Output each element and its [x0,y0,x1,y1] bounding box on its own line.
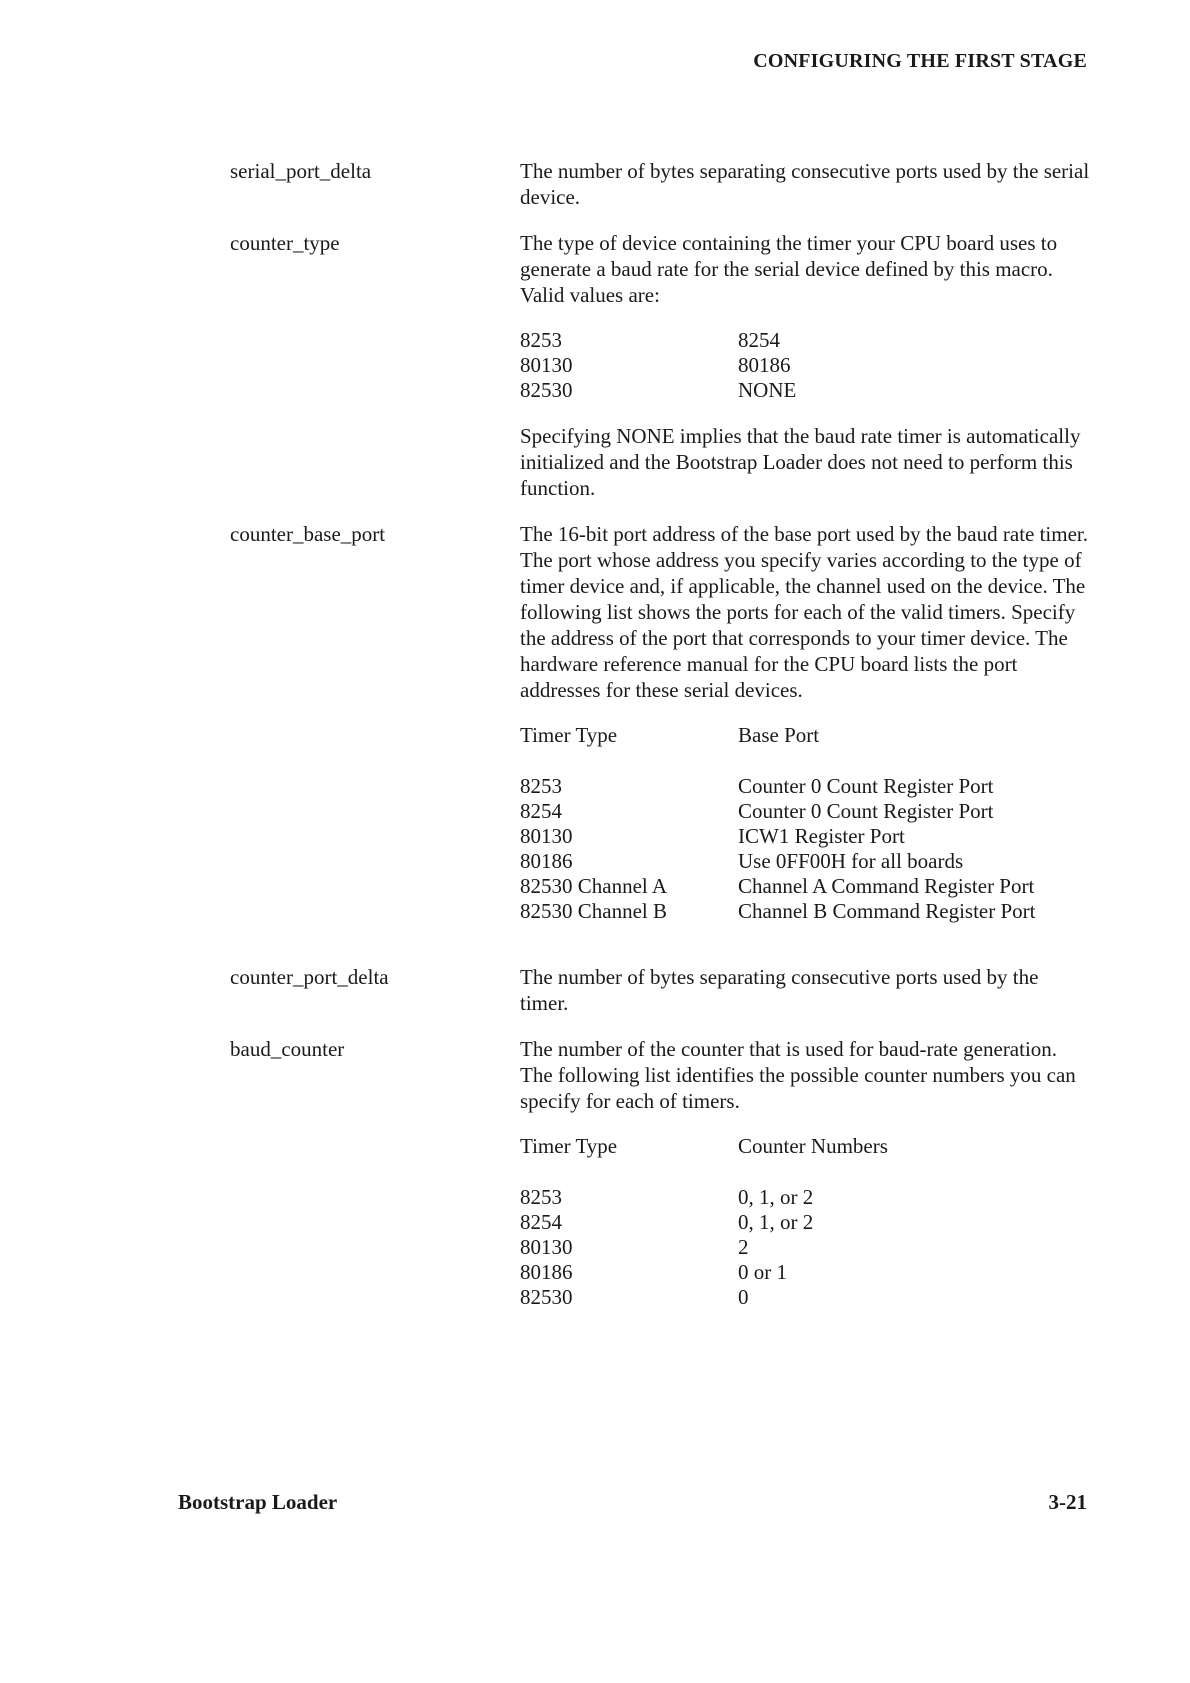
desc-text: The number of bytes separating consecutive ports used by the timer. [520,965,1039,1015]
table-cell: Counter 0 Count Register Port [738,774,994,798]
table-cell: 80130 [520,1235,573,1259]
table-cell: 0 [738,1285,749,1309]
table-cell: 80130 [520,824,573,848]
entry-counter-port-delta [230,964,1090,1016]
table-cell: Counter 0 Count Register Port [738,799,994,823]
page-number: 3-21 [1048,1490,1087,1514]
table-row [520,849,1090,874]
table-header [520,1134,1090,1159]
table-cell: 82530 [520,1285,573,1309]
table-cell: 8254 [520,1210,562,1234]
desc-counter-base-port [520,521,1090,944]
column-header: Base Port [738,723,820,747]
table-cell: 2 [738,1235,749,1259]
valid-value: 80130 [520,353,573,377]
note-text: Specifying NONE implies that the baud rate timer is automatically initialized and the Bootstrap Loader does not need to perform this function. [520,424,1081,500]
desc-text: The number of bytes separating consecutive ports used by the serial device. [520,159,1090,209]
desc-text: The type of device containing the timer your CPU board uses to generate a baud rate for the serial device defined by this macro. Valid values are: [520,231,1058,307]
table-cell: Channel B Command Register Port [738,899,1036,923]
table-cell: 8253 [520,1185,562,1209]
valid-value: 8253 [520,328,562,352]
table-cell: 82530 Channel A [520,874,667,898]
table-cell: 0 or 1 [738,1260,787,1284]
table-cell: 8254 [520,799,562,823]
counter-numbers-table [520,1134,1090,1310]
table-cell: 0, 1, or 2 [738,1185,814,1209]
term-counter-base-port: counter_base_port [230,522,386,546]
entry-counter-base-port [230,521,1090,944]
desc-serial-port-delta [520,158,1090,210]
table-cell: ICW1 Register Port [738,824,905,848]
table-cell: Use 0FF00H for all boards [738,849,964,873]
page-header: CONFIGURING THE FIRST STAGE [753,50,1087,72]
table-row [520,874,1090,899]
base-port-table [520,723,1090,924]
footer-title: Bootstrap Loader [178,1490,338,1514]
valid-value: 80186 [738,353,791,377]
valid-value: 8254 [738,328,780,352]
table-cell: Channel A Command Register Port [738,874,1035,898]
table-row [520,1185,1090,1210]
entry-baud-counter [230,1036,1090,1330]
table-cell: 8253 [520,774,562,798]
valid-values-list [520,328,1090,403]
table-cell: 80186 [520,849,573,873]
desc-counter-type [520,230,1090,501]
table-row [520,824,1090,849]
term-serial-port-delta: serial_port_delta [230,159,372,183]
column-header: Timer Type [520,1134,618,1158]
entry-counter-type [230,230,1090,501]
term-counter-type: counter_type [230,231,340,255]
table-row [520,799,1090,824]
table-row [520,1235,1090,1260]
column-header: Counter Numbers [738,1134,888,1158]
table-row [520,899,1090,924]
definition-list [230,158,1090,1350]
table-row [520,1285,1090,1310]
table-row [520,774,1090,799]
table-cell: 80186 [520,1260,573,1284]
valid-value: NONE [738,378,797,402]
term-counter-port-delta: counter_port_delta [230,965,389,989]
valid-value: 82530 [520,378,573,402]
desc-counter-port-delta [520,964,1090,1016]
desc-baud-counter [520,1036,1090,1330]
table-cell: 0, 1, or 2 [738,1210,814,1234]
term-baud-counter: baud_counter [230,1037,345,1061]
desc-text: The number of the counter that is used for baud-rate generation. The following list identifies the possible counter numbers you can specify for each of timers. [520,1037,1076,1113]
desc-text: The 16-bit port address of the base port used by the baud rate timer. The port whose address you specify varies according to the type of timer device and, if applicable, the channel used on the device. The following list shows the ports for each of the valid timers. Specify the address of the port that corresponds to your timer device. The hardware reference manual for the CPU board lists the port addresses for these serial devices. [520,522,1089,702]
table-row [520,1260,1090,1285]
table-row [520,1210,1090,1235]
column-header: Timer Type [520,723,618,747]
table-cell: 82530 Channel B [520,899,667,923]
entry-serial-port-delta [230,158,1090,210]
table-header [520,723,1090,748]
